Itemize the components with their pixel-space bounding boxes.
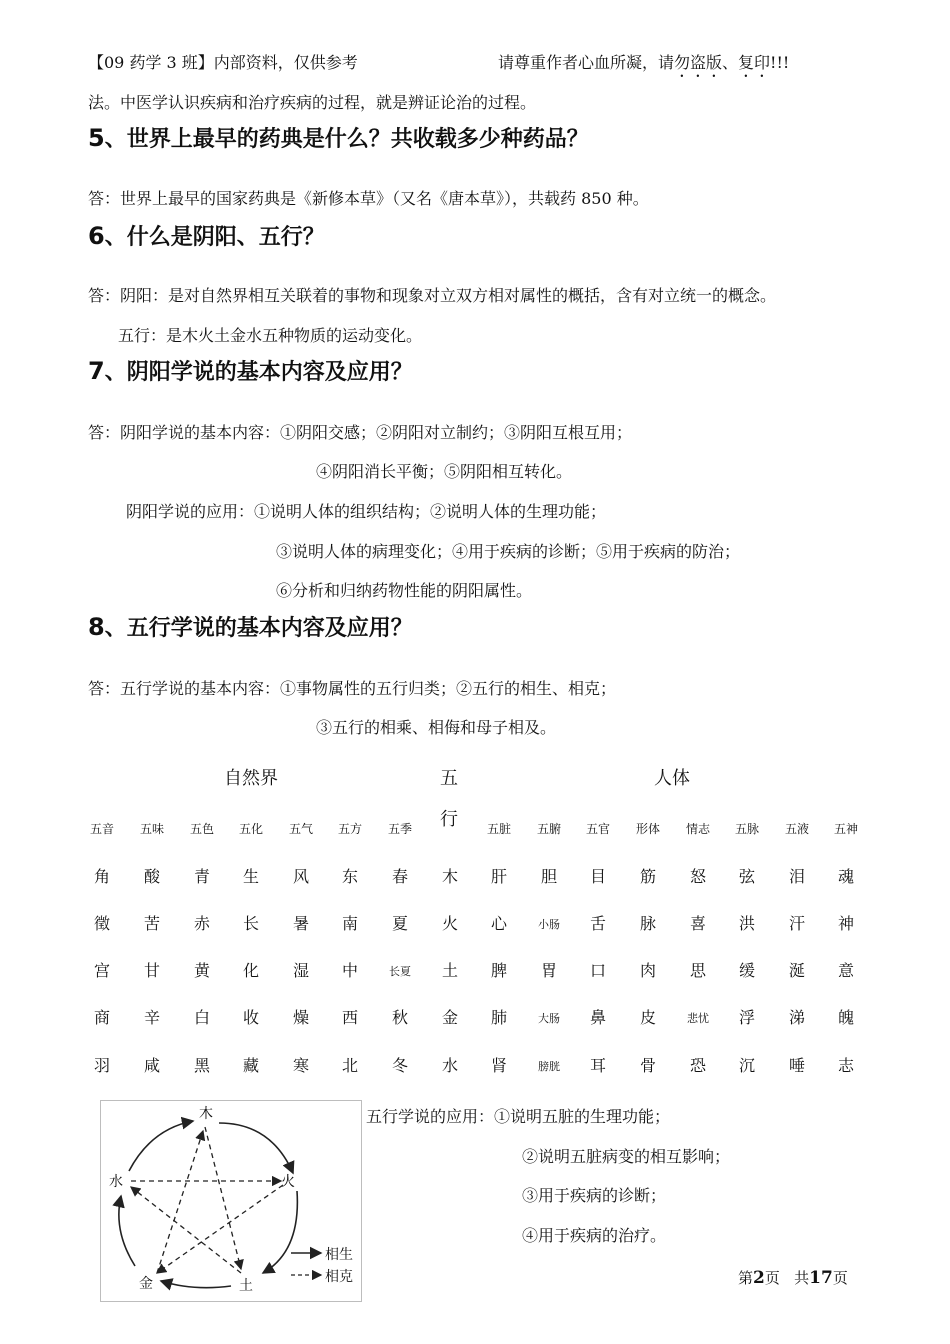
table-cell: 冬	[391, 1056, 408, 1075]
table-cell: 涕	[788, 1008, 805, 1027]
table-cell: 春	[391, 867, 408, 886]
column-header: 五味	[139, 822, 164, 836]
application-line-1: 五行学说的应用：①说明五脏的生理功能；	[366, 1107, 671, 1126]
table-cell: 神	[837, 914, 854, 933]
table-cell: 商	[93, 1008, 110, 1027]
question-8	[88, 611, 413, 642]
table-cell: 西	[341, 1008, 358, 1027]
header-right-dotted: 勿盗版、复印	[674, 53, 771, 72]
table-cell: 酸	[143, 867, 160, 886]
table-cell: 骨	[639, 1056, 656, 1075]
table-cell: 木	[441, 867, 458, 886]
table-cell: 皮	[639, 1008, 656, 1027]
column-header: 五腑	[536, 822, 561, 836]
table-cell: 目	[589, 867, 606, 886]
table-cell: 黑	[193, 1056, 210, 1075]
question-7-text: 、阴阳学说的基本内容及应用？	[104, 360, 413, 385]
table-cell: 角	[93, 867, 110, 886]
table-cell: 心	[490, 914, 507, 933]
star-metal-wood	[157, 1131, 203, 1273]
header-right	[498, 50, 789, 81]
table-cell: 收	[242, 1008, 259, 1027]
table-cell: 北	[341, 1056, 358, 1075]
table-cell: 肉	[639, 961, 656, 980]
five-elements-diagram-svg	[101, 1101, 361, 1301]
table-cell: 黄	[193, 961, 210, 980]
column-header: 五音	[89, 822, 114, 836]
table-cell: 沉	[738, 1056, 755, 1075]
answer-7-line-1: 答：阴阳学说的基本内容：①阴阳交感；②阴阳对立制约；③阴阳互根互用；	[88, 423, 633, 442]
table-cell: 咸	[143, 1056, 160, 1075]
answer-6-line-2: 五行：是木火土金水五种物质的运动变化。	[118, 326, 423, 345]
question-7-number: 7	[88, 357, 105, 385]
table-cell: 肾	[490, 1056, 507, 1075]
table-cell: 脾	[490, 961, 507, 980]
label-earth: 土	[239, 1278, 253, 1294]
table-cell: 小肠	[538, 918, 560, 931]
table-cell: 舌	[589, 914, 606, 933]
table-cell: 化	[242, 961, 259, 980]
table-cell: 口	[589, 961, 606, 980]
column-header: 五脏	[486, 822, 511, 836]
footer-suffix: 页	[832, 1269, 848, 1287]
question-8-text: 、五行学说的基本内容及应用？	[104, 616, 413, 641]
arc-metal-water	[119, 1196, 135, 1266]
answer-8-line-1: 答：五行学说的基本内容：①事物属性的五行归类；②五行的相生、相克；	[88, 679, 617, 698]
question-5-text: 、世界上最早的药典是什么？共收载多少种药品？	[104, 127, 589, 152]
star-wood-earth	[205, 1127, 241, 1269]
table-cell: 思	[689, 961, 706, 980]
table-cell: 汗	[788, 914, 805, 933]
table-cell: 青	[193, 867, 210, 886]
table-cell: 长	[242, 914, 259, 933]
question-8-number: 8	[88, 613, 105, 641]
table-cell: 筋	[639, 867, 656, 886]
table-cell: 白	[193, 1008, 210, 1027]
application-line-2: ②说明五脏病变的相互影响；	[522, 1147, 731, 1166]
column-header: 五官	[585, 822, 610, 836]
table-cell: 徵	[93, 914, 110, 933]
table-cell: 土	[441, 961, 458, 980]
arc-fire-earth	[263, 1191, 297, 1273]
table-cell: 水	[441, 1056, 458, 1075]
table-cell: 喜	[689, 914, 706, 933]
table-cell: 羽	[93, 1056, 110, 1075]
footer-page-total: 17	[809, 1268, 833, 1288]
table-cell: 藏	[242, 1056, 259, 1075]
table-cell: 夏	[391, 914, 408, 933]
five-elements-diagram	[100, 1100, 362, 1302]
star-fire-metal	[157, 1185, 283, 1273]
answer-7-line-2: ④阴阳消长平衡；⑤阴阳相互转化。	[316, 462, 573, 481]
application-line-3: ③用于疾病的诊断；	[522, 1186, 667, 1205]
question-6-number: 6	[88, 222, 105, 250]
table-cell: 涎	[788, 961, 805, 980]
column-header: 五气	[288, 822, 313, 836]
arc-earth-metal	[161, 1281, 231, 1288]
table-cell: 意	[837, 961, 854, 980]
table-cell: 魂	[837, 867, 854, 886]
table-cell: 肺	[490, 1008, 507, 1027]
column-header: 形体	[635, 822, 660, 836]
question-6-text: 、什么是阴阳、五行？	[104, 225, 325, 250]
table-cell: 志	[837, 1056, 854, 1075]
table-cell: 脉	[639, 914, 656, 933]
answer-7-line-3: 阴阳学说的应用：①说明人体的组织结构；②说明人体的生理功能；	[126, 502, 607, 521]
table-cell: 鼻	[589, 1008, 606, 1027]
table-cell: 膀胱	[538, 1060, 560, 1073]
table-cell: 肝	[490, 867, 507, 886]
column-header: 五脉	[734, 822, 759, 836]
answer-8-line-2: ③五行的相乘、相侮和母子相及。	[316, 718, 557, 737]
answer-6-line-1: 答：阴阳：是对自然界相互关联着的事物和现象对立双方相对属性的概括，含有对立统一的概念。	[88, 286, 777, 305]
group-body: 人体	[654, 768, 690, 789]
legend-restrain: 相克	[325, 1269, 353, 1285]
question-6	[88, 220, 325, 251]
table-cell: 悲忧	[687, 1012, 709, 1025]
question-7	[88, 355, 413, 386]
column-header: 五液	[784, 822, 809, 836]
table-cell: 中	[341, 961, 358, 980]
table-cell: 长夏	[389, 965, 411, 978]
answer-7-line-5: ⑥分析和归纳药物性能的阴阳属性。	[276, 581, 533, 600]
column-header: 五神	[833, 822, 858, 836]
table-cell: 东	[341, 867, 358, 886]
label-fire: 火	[281, 1174, 295, 1190]
footer-mid: 页 共	[764, 1269, 810, 1287]
table-cell: 浮	[738, 1008, 755, 1027]
header-right-plain: 请尊重作者心血所凝，请	[498, 53, 675, 72]
header-left: 【09 药学 3 班】内部资料，仅供参考	[88, 53, 358, 72]
table-cell: 湿	[292, 961, 309, 980]
table-cell: 怒	[689, 867, 706, 886]
table-cell: 赤	[193, 914, 210, 933]
table-cell: 金	[441, 1008, 458, 1027]
table-cell: 弦	[738, 867, 755, 886]
table-cell: 暑	[292, 914, 309, 933]
table-cell: 唾	[788, 1056, 805, 1075]
page-footer	[738, 1267, 848, 1288]
label-metal: 金	[139, 1276, 153, 1292]
table-cell: 魄	[837, 1008, 854, 1027]
table-cell: 洪	[738, 914, 755, 933]
table-cell: 火	[441, 914, 458, 933]
footer-page-number: 2	[753, 1268, 765, 1288]
table-cell: 胆	[540, 867, 557, 886]
arc-wood-fire	[219, 1123, 293, 1173]
table-cell: 辛	[143, 1008, 160, 1027]
table-cell: 秋	[391, 1008, 408, 1027]
label-water: 水	[109, 1174, 123, 1190]
table-cell: 宫	[93, 961, 110, 980]
table-cell: 泪	[788, 867, 805, 886]
legend-generate: 相生	[325, 1247, 353, 1263]
answer-5: 答：世界上最早的国家药典是《新修本草》（又名《唐本草》），共载药 850 种。	[88, 189, 649, 208]
group-wuxing-2: 行	[440, 809, 458, 830]
column-header: 五季	[387, 822, 412, 836]
table-cell: 生	[242, 867, 259, 886]
question-5-number: 5	[88, 124, 105, 152]
table-cell: 耳	[589, 1056, 606, 1075]
column-header: 五色	[189, 822, 214, 836]
question-5	[88, 122, 589, 153]
column-header: 五化	[238, 822, 263, 836]
group-nature: 自然界	[224, 768, 278, 789]
star-earth-water	[131, 1187, 241, 1273]
table-cell: 寒	[292, 1056, 309, 1075]
table-cell: 燥	[292, 1008, 309, 1027]
table-cell: 大肠	[538, 1012, 560, 1025]
intro-tail: 法。中医学认识疾病和治疗疾病的过程，就是辨证论治的过程。	[88, 93, 537, 112]
column-header: 五方	[337, 822, 362, 836]
answer-7-line-4: ③说明人体的病理变化；④用于疾病的诊断；⑤用于疾病的防治；	[276, 542, 741, 561]
table-cell: 苦	[143, 914, 160, 933]
label-wood: 木	[199, 1106, 213, 1122]
column-header: 情志	[685, 822, 710, 836]
header-right-tail: !!!	[770, 53, 790, 72]
table-cell: 缓	[738, 961, 755, 980]
table-cell: 风	[292, 867, 309, 886]
table-cell: 胃	[540, 961, 557, 980]
table-cell: 恐	[689, 1056, 706, 1075]
footer-prefix: 第	[738, 1269, 754, 1287]
arc-water-wood	[129, 1121, 193, 1171]
application-line-4: ④用于疾病的治疗。	[522, 1226, 667, 1245]
table-cell: 甘	[143, 961, 160, 980]
table-cell: 南	[341, 914, 358, 933]
group-wuxing-1: 五	[440, 768, 458, 789]
